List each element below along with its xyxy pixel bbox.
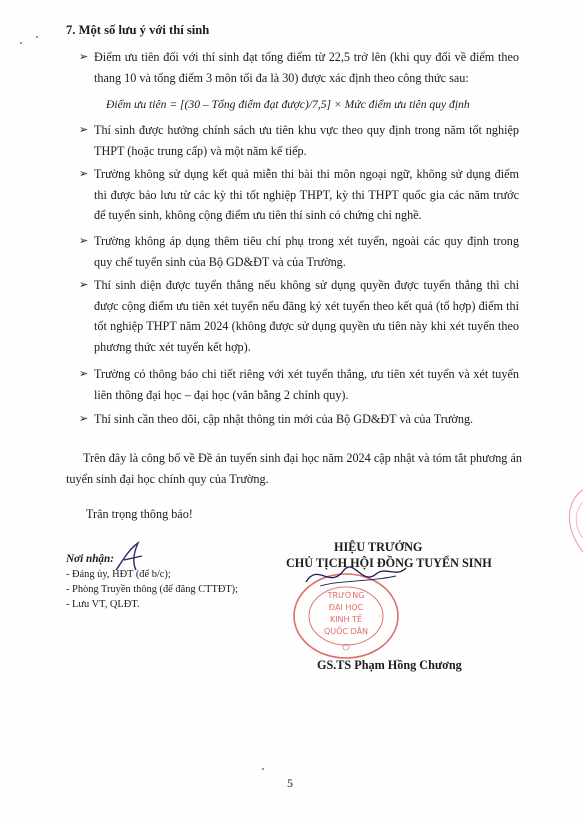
recipients-block xyxy=(66,552,238,612)
stamp-line: KINH TẾ xyxy=(329,615,363,624)
list-item-text: Điểm ưu tiên đối với thí sinh đạt tổng điểm từ 22,5 trở lên (khi quy đổi về điểm theo thang 10 và tổng điểm 3 môn tối đa là 30) được xác định theo công thức sau: xyxy=(94,50,519,85)
scan-speck xyxy=(36,36,38,38)
recipient-item: - Lưu VT, QLĐT. xyxy=(66,599,140,610)
recipient-item: - Phòng Truyền thông (để đăng CTTĐT); xyxy=(66,584,239,595)
scan-speck xyxy=(20,42,22,44)
handwritten-signature xyxy=(300,556,410,596)
list-item xyxy=(79,231,519,272)
arrow-bullet-icon: ➢ xyxy=(79,235,89,247)
list-item-text: Thí sinh cần theo dõi, cập nhật thông tin mới của Bộ GD&ĐT và của Trường. xyxy=(94,412,474,426)
list-item xyxy=(79,120,519,161)
closing-paragraph xyxy=(66,448,522,490)
stamp-line: TRƯỜNG xyxy=(327,591,365,600)
list-item xyxy=(79,164,519,226)
list-item-text: Trường không sử dụng kết quả miễn thi bài thi môn ngoại ngữ, không sử dụng điểm thi được bảo lưu từ các kỳ thi tốt nghiệp THPT, kỳ thi THPT quốc gia các năm trước để tuyển sinh, không cộng điểm ưu tiên thí sinh có chứng chỉ nghề. xyxy=(94,167,519,223)
signer-subtitle: CHỦ TỊCH HỘI ĐỒNG TUYỂN SINH xyxy=(286,556,492,570)
arrow-bullet-icon: ➢ xyxy=(79,413,89,425)
priority-formula: Điểm ưu tiên = [(30 – Tổng điểm đạt được)/7,5] × Mức điểm ưu tiên quy định xyxy=(106,98,470,111)
handwritten-initial xyxy=(112,540,152,574)
list-item xyxy=(79,364,519,405)
signer-name: GS.TS Phạm Hồng Chương xyxy=(317,658,462,672)
adjacent-page-stamp-edge xyxy=(553,486,583,556)
section-heading: 7. Một số lưu ý với thí sinh xyxy=(66,23,210,37)
recipient-item: - Đảng ủy, HĐT (để b/c); xyxy=(66,569,171,580)
stamp-line: QUỐC DÂN xyxy=(323,627,369,636)
stamp-line: ĐẠI HỌC xyxy=(328,603,364,612)
arrow-bullet-icon: ➢ xyxy=(79,279,89,291)
arrow-bullet-icon: ➢ xyxy=(79,368,89,380)
greeting: Trân trọng thông báo! xyxy=(86,507,193,521)
recipients-title: Nơi nhận: xyxy=(66,553,114,565)
list-item-text: Trường không áp dụng thêm tiêu chí phụ trong xét tuyển, ngoài các quy định trong quy chế tuyển sinh của Bộ GD&ĐT và của Trường. xyxy=(94,234,519,269)
arrow-bullet-icon: ➢ xyxy=(79,51,89,63)
signer-title: HIỆU TRƯỞNG xyxy=(334,540,423,554)
list-item xyxy=(79,409,519,430)
scan-speck xyxy=(262,768,264,770)
list-item-text: Thí sinh diện được tuyển thẳng nếu không sử dụng quyền được tuyển thẳng thì chỉ được cộng điểm ưu tiên xét tuyển nếu đăng ký xét tuyển theo kết quả (tổ hợp) điểm thi tốt nghiệp THPT năm 2024 (không được sử dụng quyền ưu tiên này khi xét tuyển theo phương thức xét tuyển kết hợp). xyxy=(94,278,519,354)
closing-paragraph-text: Trên đây là công bố về Đề án tuyển sinh đại học năm 2024 cập nhật và tóm tắt phương án tuyển sinh đại học chính quy của Trường. xyxy=(66,451,522,486)
list-item-text: Thí sinh được hưởng chính sách ưu tiên khu vực theo quy định trong năm tốt nghiệp THPT (hoặc trung cấp) và một năm kế tiếp. xyxy=(94,123,519,158)
page-number: 5 xyxy=(287,776,293,790)
list-item-text: Trường có thông báo chi tiết riêng với xét tuyển thẳng, ưu tiên xét tuyển và xét tuyển liên thông đại học – đại học (văn bằng 2 chính quy). xyxy=(94,367,519,402)
arrow-bullet-icon: ➢ xyxy=(79,124,89,136)
list-item xyxy=(79,47,519,88)
arrow-bullet-icon: ➢ xyxy=(79,168,89,180)
list-item xyxy=(79,275,519,357)
